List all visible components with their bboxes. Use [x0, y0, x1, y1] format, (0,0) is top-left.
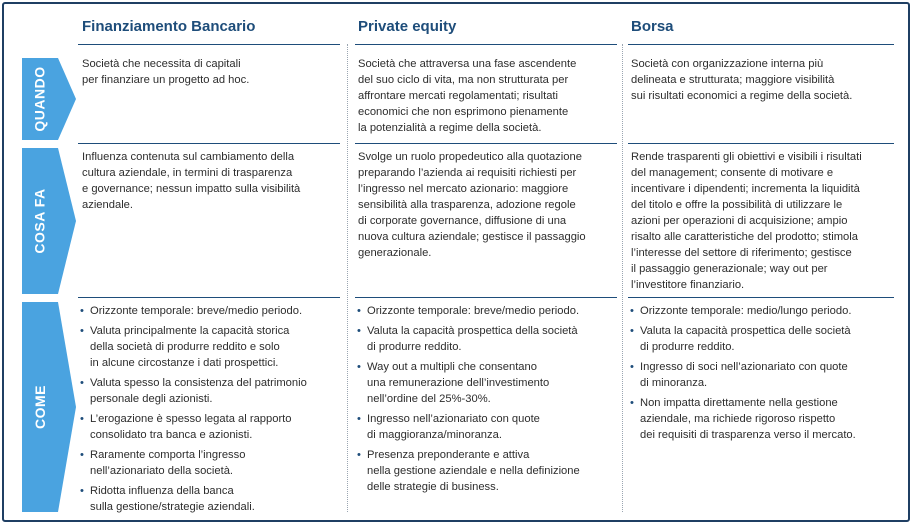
line: • Non impatta direttamente nella gestione	[640, 397, 838, 409]
row-rule-2-1	[78, 297, 340, 298]
line: Svolge un ruolo propedeutico alla quotazione	[358, 151, 582, 163]
list-item	[357, 359, 619, 407]
line: sensibilità alla trasparenza, adozione regole	[358, 199, 576, 211]
column-title-borsa: Borsa	[631, 18, 674, 35]
row-rule-2-2	[355, 297, 617, 298]
line: il passaggio generazionale; way out per	[631, 263, 828, 275]
list-item	[630, 359, 896, 391]
line: affrontare mercati regolamentati; risultati	[358, 90, 559, 102]
line: • L’erogazione è spesso legata al rapporto	[90, 413, 292, 425]
cell-quando-private-equity	[358, 56, 620, 136]
row-label-cosa-fa: COSA FA	[32, 188, 48, 254]
line: nell’azionariato della società.	[90, 465, 234, 477]
line: nuova cultura aziendale; gestisce il passaggio	[358, 231, 586, 243]
line: sui risultati economici a regime della società.	[631, 90, 853, 102]
cell-come-private-equity	[357, 303, 619, 499]
line: l’interesse del settore di riferimento; gestisce	[631, 247, 852, 259]
line: • Ingresso di soci nell’azionariato con quote	[640, 361, 848, 373]
line: • Valuta la capacità prospettica delle società	[640, 325, 851, 337]
list-item	[357, 447, 619, 495]
cell-come-borsa	[630, 303, 896, 447]
row-rule-1-2	[355, 143, 617, 144]
line: del management; consente di motivare e	[631, 167, 834, 179]
line: personale degli azionisti.	[90, 393, 213, 405]
list-item	[357, 323, 619, 355]
list-item	[80, 375, 346, 407]
row-tab-come	[22, 302, 58, 512]
row-label-come: COME	[32, 385, 48, 429]
line: Società con organizzazione interna più	[631, 58, 824, 70]
line: delineata e strutturata; maggiore visibilità	[631, 74, 835, 86]
header-rule-1	[78, 44, 340, 45]
line: la potenzialità a regime della società.	[358, 122, 542, 134]
line: delle strategie di business.	[367, 481, 499, 493]
line: del suo ciclo di vita, ma non strutturata per	[358, 74, 569, 86]
column-title-finanziamento-bancario: Finanziamento Bancario	[82, 18, 256, 35]
row-tab-quando	[22, 58, 58, 140]
line: generazionale.	[358, 247, 432, 259]
line: aziendale.	[82, 199, 134, 211]
line: Società che necessita di capitali	[82, 58, 241, 70]
cell-quando-bancario	[82, 56, 344, 88]
line: del titolo e offre la possibilità di utilizzare le	[631, 199, 843, 211]
line: Società che attraversa una fase ascendente	[358, 58, 577, 70]
list-item	[630, 323, 896, 355]
row-rule-1-3	[628, 143, 894, 144]
list-item	[80, 323, 346, 371]
line: di produrre reddito.	[640, 341, 735, 353]
line: incentivare i dipendenti; incrementa la liquidità	[631, 183, 860, 195]
line: • Raramente comporta l’ingresso	[90, 449, 246, 461]
list-item	[80, 447, 346, 479]
line: preparando l’azienda ai requisiti richiesti per	[358, 167, 577, 179]
row-label-quando: QUANDO	[32, 66, 49, 132]
line: di maggioranza/minoranza.	[367, 429, 502, 441]
row-rule-2-3	[628, 297, 894, 298]
line: • Orizzonte temporale: breve/medio periodo.	[367, 305, 580, 317]
list-item	[80, 303, 346, 319]
line: • Presenza preponderante e attiva	[367, 449, 530, 461]
list-item	[80, 411, 346, 443]
line: in alcune circostanze i dati prospettici.	[90, 357, 279, 369]
row-tab-cosa-fa	[22, 148, 58, 294]
cell-quando-borsa	[631, 56, 897, 104]
line: • Valuta la capacità prospettica della società	[367, 325, 578, 337]
cell-come-bancario	[80, 303, 346, 519]
line: dei requisiti di trasparenza verso il mercato.	[640, 429, 856, 441]
row-rule-1-1	[78, 143, 340, 144]
line: • Ridotta influenza della banca	[90, 485, 234, 497]
cell-cosa-fa-bancario	[82, 149, 344, 213]
line: di corporate governance, diffusione di una	[358, 215, 567, 227]
line: azioni per operazioni di acquisizione; ampio	[631, 215, 848, 227]
line: l’ingresso nel mercato azionario: maggiore	[358, 183, 569, 195]
list-item	[630, 303, 896, 319]
line: nell’ordine del 25%-30%.	[367, 393, 491, 405]
list-item	[80, 483, 346, 515]
line: • Ingresso nell’azionariato con quote	[367, 413, 540, 425]
line: consolidato tra banca e azionisti.	[90, 429, 253, 441]
line: Influenza contenuta sul cambiamento della	[82, 151, 295, 163]
line: della società di produrre reddito e solo	[90, 341, 280, 353]
cell-cosa-fa-borsa	[631, 149, 897, 293]
column-divider-2	[622, 44, 623, 512]
line: nella gestione aziendale e nella definizione	[367, 465, 580, 477]
cell-cosa-fa-private-equity	[358, 149, 620, 261]
header-rule-2	[355, 44, 617, 45]
line: e governance; nessun impatto sulla visibilità	[82, 183, 301, 195]
list-item	[357, 303, 619, 319]
line: sulla gestione/strategie aziendali.	[90, 501, 255, 513]
line: Rende trasparenti gli obiettivi e visibili i risultati	[631, 151, 862, 163]
line: per finanziare un progetto ad hoc.	[82, 74, 250, 86]
list-item	[357, 411, 619, 443]
header-rule-3	[628, 44, 894, 45]
line: • Orizzonte temporale: breve/medio periodo.	[90, 305, 303, 317]
column-divider-1	[347, 44, 348, 512]
line: • Way out a multipli che consentano	[367, 361, 537, 373]
line: • Valuta principalmente la capacità storica	[90, 325, 290, 337]
line: di minoranza.	[640, 377, 708, 389]
line: cultura aziendale, in termini di trasparenza	[82, 167, 293, 179]
line: risalto alle caratteristiche del prodotto; stimola	[631, 231, 858, 243]
line: economici che non esprimono pienamente	[358, 106, 569, 118]
line: • Valuta spesso la consistenza del patrimonio	[90, 377, 307, 389]
line: • Orizzonte temporale: medio/lungo periodo.	[640, 305, 852, 317]
list-item	[630, 395, 896, 443]
column-title-private-equity: Private equity	[358, 18, 457, 35]
line: di produrre reddito.	[367, 341, 462, 353]
line: l’investitore finanziario.	[631, 279, 745, 291]
line: una remunerazione dell’investimento	[367, 377, 550, 389]
line: aziendale, ma richiede rigoroso rispetto	[640, 413, 836, 425]
